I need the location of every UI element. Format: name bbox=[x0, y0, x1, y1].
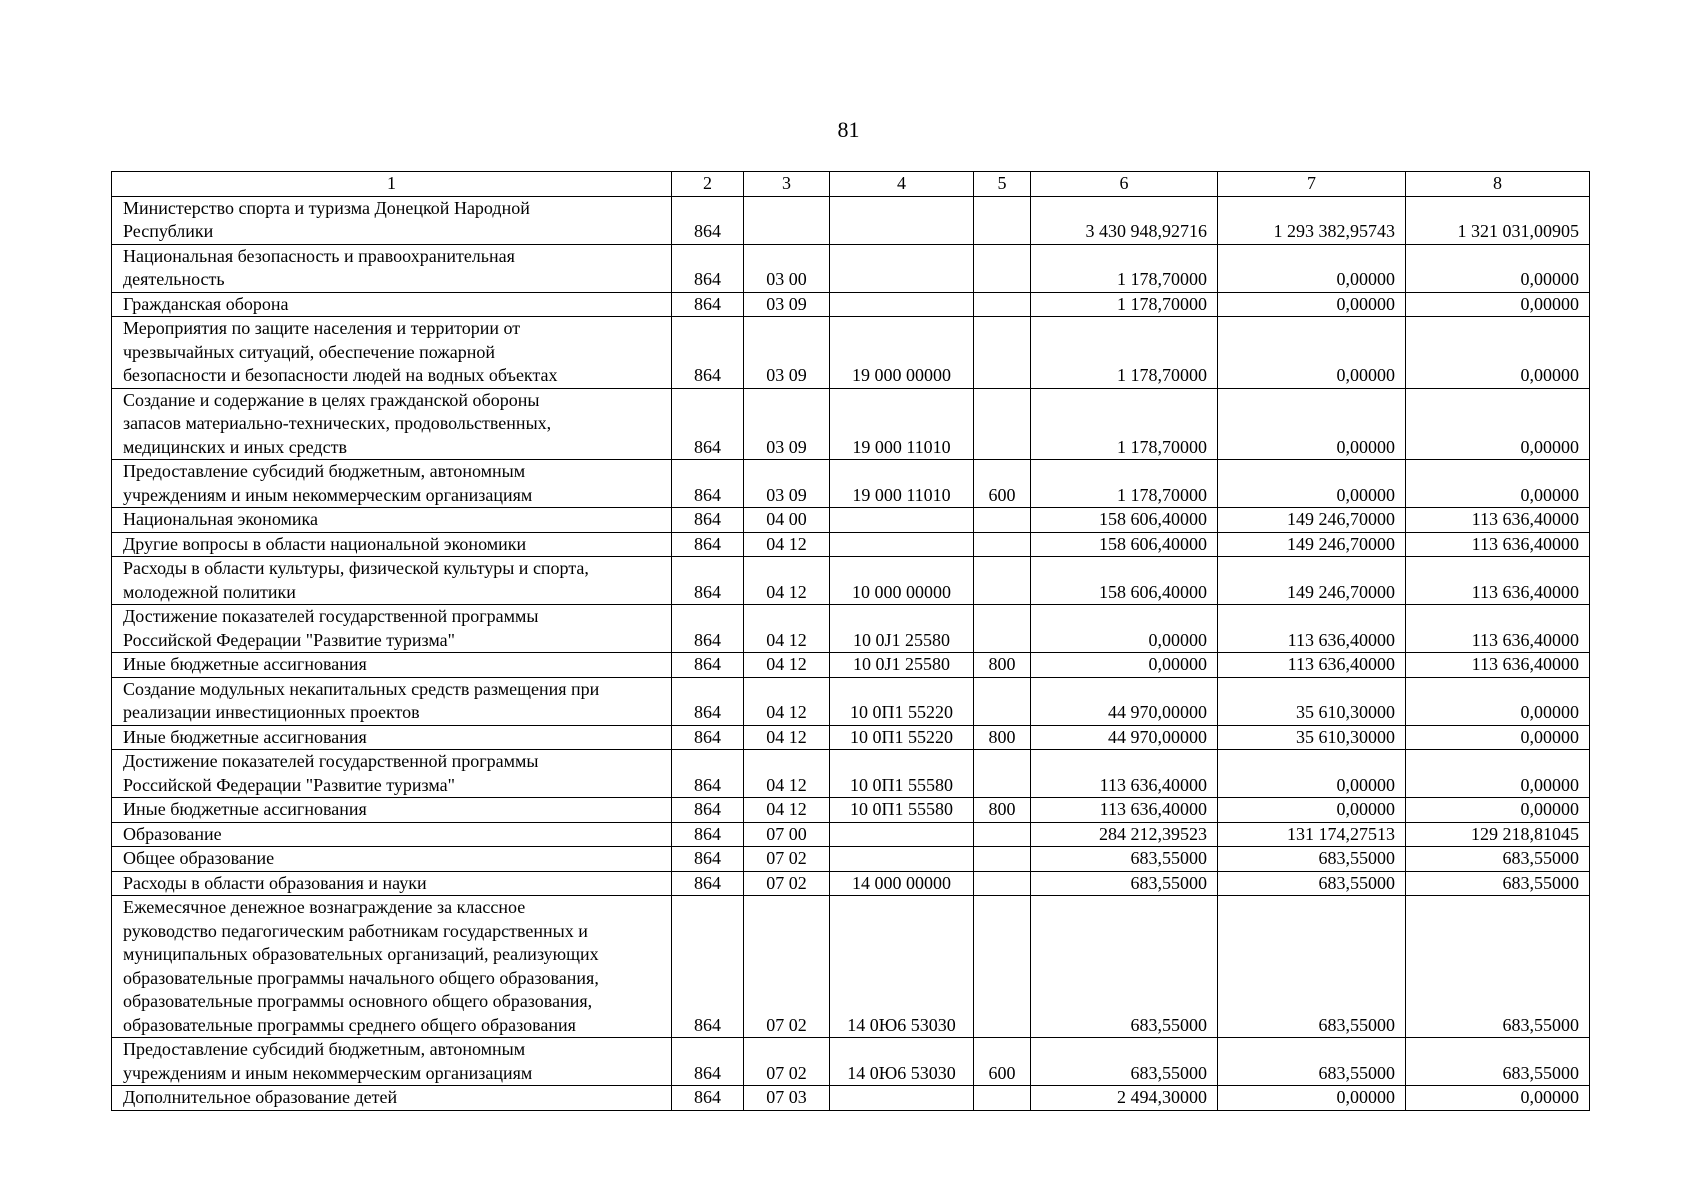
ministry-code: 864 bbox=[672, 896, 744, 1038]
expense-type bbox=[974, 871, 1031, 896]
ministry-code: 864 bbox=[672, 557, 744, 605]
amount-col7: 149 246,70000 bbox=[1218, 508, 1406, 533]
table-row bbox=[112, 871, 1590, 896]
target-article: 19 000 00000 bbox=[830, 317, 974, 389]
target-article: 10 0П1 55220 bbox=[830, 725, 974, 750]
amount-col6: 1 178,70000 bbox=[1031, 244, 1218, 292]
amount-col6: 2 494,30000 bbox=[1031, 1086, 1218, 1111]
section-code: 04 12 bbox=[744, 653, 830, 678]
target-article bbox=[830, 532, 974, 557]
amount-col8: 683,55000 bbox=[1406, 847, 1590, 872]
amount-col8: 0,00000 bbox=[1406, 750, 1590, 798]
amount-col7: 683,55000 bbox=[1218, 847, 1406, 872]
table-row bbox=[112, 1038, 1590, 1086]
target-article: 19 000 11010 bbox=[830, 460, 974, 508]
amount-col7: 683,55000 bbox=[1218, 1038, 1406, 1086]
target-article: 10 0J1 25580 bbox=[830, 605, 974, 653]
section-code: 04 12 bbox=[744, 750, 830, 798]
ministry-code: 864 bbox=[672, 750, 744, 798]
target-article bbox=[830, 292, 974, 317]
target-article: 10 0П1 55580 bbox=[830, 798, 974, 823]
row-name: Достижение показателей государственной программы Российской Федерации "Развитие туризма" bbox=[112, 750, 672, 798]
table-row bbox=[112, 317, 1590, 389]
table-row bbox=[112, 798, 1590, 823]
section-code: 07 02 bbox=[744, 896, 830, 1038]
section-code: 04 12 bbox=[744, 677, 830, 725]
row-name: Национальная экономика bbox=[112, 508, 672, 533]
amount-col6: 1 178,70000 bbox=[1031, 292, 1218, 317]
amount-col7: 0,00000 bbox=[1218, 244, 1406, 292]
row-name: Расходы в области культуры, физической культуры и спорта, молодежной политики bbox=[112, 557, 672, 605]
expense-type bbox=[974, 292, 1031, 317]
target-article bbox=[830, 1086, 974, 1111]
amount-col8: 0,00000 bbox=[1406, 244, 1590, 292]
amount-col8: 0,00000 bbox=[1406, 460, 1590, 508]
amount-col7: 131 174,27513 bbox=[1218, 822, 1406, 847]
ministry-code: 864 bbox=[672, 508, 744, 533]
ministry-code: 864 bbox=[672, 605, 744, 653]
section-code: 04 12 bbox=[744, 725, 830, 750]
row-name: Образование bbox=[112, 822, 672, 847]
amount-col6: 158 606,40000 bbox=[1031, 508, 1218, 533]
row-name: Мероприятия по защите населения и территории от чрезвычайных ситуаций, обеспечение пожарной безопасности и безопасности людей на водных объектах bbox=[112, 317, 672, 389]
column-header: 3 bbox=[744, 172, 830, 197]
amount-col7: 35 610,30000 bbox=[1218, 677, 1406, 725]
ministry-code: 864 bbox=[672, 1038, 744, 1086]
table-row bbox=[112, 508, 1590, 533]
expense-type bbox=[974, 605, 1031, 653]
amount-col7: 0,00000 bbox=[1218, 292, 1406, 317]
column-header: 1 bbox=[112, 172, 672, 197]
amount-col8: 0,00000 bbox=[1406, 725, 1590, 750]
amount-col6: 683,55000 bbox=[1031, 847, 1218, 872]
amount-col8: 0,00000 bbox=[1406, 1086, 1590, 1111]
target-article bbox=[830, 822, 974, 847]
amount-col6: 0,00000 bbox=[1031, 653, 1218, 678]
table-row bbox=[112, 388, 1590, 460]
section-code: 03 09 bbox=[744, 460, 830, 508]
amount-col7: 0,00000 bbox=[1218, 317, 1406, 389]
table-row bbox=[112, 292, 1590, 317]
amount-col8: 113 636,40000 bbox=[1406, 508, 1590, 533]
amount-col6: 113 636,40000 bbox=[1031, 798, 1218, 823]
amount-col6: 0,00000 bbox=[1031, 605, 1218, 653]
amount-col7: 149 246,70000 bbox=[1218, 532, 1406, 557]
section-code: 03 09 bbox=[744, 292, 830, 317]
section-code: 07 02 bbox=[744, 847, 830, 872]
row-name: Расходы в области образования и науки bbox=[112, 871, 672, 896]
amount-col6: 1 178,70000 bbox=[1031, 317, 1218, 389]
table-row bbox=[112, 557, 1590, 605]
expense-type bbox=[974, 557, 1031, 605]
amount-col7: 683,55000 bbox=[1218, 871, 1406, 896]
row-name: Достижение показателей государственной программы Российской Федерации "Развитие туризма" bbox=[112, 605, 672, 653]
amount-col8: 683,55000 bbox=[1406, 1038, 1590, 1086]
expense-type: 600 bbox=[974, 1038, 1031, 1086]
row-name: Создание и содержание в целях гражданской обороны запасов материально-технических, продовольственных, медицинских и иных средств bbox=[112, 388, 672, 460]
section-code: 04 12 bbox=[744, 532, 830, 557]
expense-type bbox=[974, 317, 1031, 389]
target-article: 10 0П1 55580 bbox=[830, 750, 974, 798]
ministry-code: 864 bbox=[672, 388, 744, 460]
ministry-code: 864 bbox=[672, 677, 744, 725]
ministry-code: 864 bbox=[672, 798, 744, 823]
expense-type: 600 bbox=[974, 460, 1031, 508]
section-code: 04 00 bbox=[744, 508, 830, 533]
ministry-code: 864 bbox=[672, 725, 744, 750]
target-article bbox=[830, 847, 974, 872]
section-code: 04 12 bbox=[744, 798, 830, 823]
expense-type: 800 bbox=[974, 653, 1031, 678]
column-header: 8 bbox=[1406, 172, 1590, 197]
amount-col7: 35 610,30000 bbox=[1218, 725, 1406, 750]
amount-col6: 683,55000 bbox=[1031, 1038, 1218, 1086]
amount-col7: 0,00000 bbox=[1218, 798, 1406, 823]
amount-col7: 113 636,40000 bbox=[1218, 605, 1406, 653]
amount-col6: 284 212,39523 bbox=[1031, 822, 1218, 847]
expense-type bbox=[974, 677, 1031, 725]
table-row bbox=[112, 677, 1590, 725]
table-row bbox=[112, 605, 1590, 653]
expense-type bbox=[974, 508, 1031, 533]
amount-col8: 129 218,81045 bbox=[1406, 822, 1590, 847]
amount-col6: 1 178,70000 bbox=[1031, 388, 1218, 460]
section-code: 07 02 bbox=[744, 1038, 830, 1086]
table-row bbox=[112, 196, 1590, 244]
ministry-code: 864 bbox=[672, 653, 744, 678]
amount-col6: 3 430 948,92716 bbox=[1031, 196, 1218, 244]
table-row bbox=[112, 653, 1590, 678]
budget-table bbox=[111, 171, 1590, 1111]
expense-type: 800 bbox=[974, 798, 1031, 823]
row-name: Гражданская оборона bbox=[112, 292, 672, 317]
row-name: Иные бюджетные ассигнования bbox=[112, 798, 672, 823]
amount-col8: 0,00000 bbox=[1406, 677, 1590, 725]
amount-col7: 149 246,70000 bbox=[1218, 557, 1406, 605]
table-row bbox=[112, 822, 1590, 847]
expense-type bbox=[974, 750, 1031, 798]
table-row bbox=[112, 244, 1590, 292]
row-name: Ежемесячное денежное вознаграждение за классное руководство педагогическим работникам государственных и муниципальных образовательных организаций, реализующих образовательные программы начального общего образования, образовательные программы основного общего образования, образовательные программы среднего общего образования bbox=[112, 896, 672, 1038]
amount-col8: 0,00000 bbox=[1406, 292, 1590, 317]
amount-col6: 44 970,00000 bbox=[1031, 677, 1218, 725]
target-article: 14 000 00000 bbox=[830, 871, 974, 896]
table-row bbox=[112, 1086, 1590, 1111]
amount-col6: 158 606,40000 bbox=[1031, 557, 1218, 605]
ministry-code: 864 bbox=[672, 244, 744, 292]
expense-type bbox=[974, 196, 1031, 244]
section-code: 07 00 bbox=[744, 822, 830, 847]
column-header: 2 bbox=[672, 172, 744, 197]
amount-col7: 0,00000 bbox=[1218, 750, 1406, 798]
target-article: 14 0Ю6 53030 bbox=[830, 1038, 974, 1086]
amount-col6: 113 636,40000 bbox=[1031, 750, 1218, 798]
column-header: 7 bbox=[1218, 172, 1406, 197]
amount-col7: 0,00000 bbox=[1218, 460, 1406, 508]
amount-col6: 44 970,00000 bbox=[1031, 725, 1218, 750]
amount-col8: 0,00000 bbox=[1406, 388, 1590, 460]
target-article: 10 0J1 25580 bbox=[830, 653, 974, 678]
target-article: 10 000 00000 bbox=[830, 557, 974, 605]
row-name: Национальная безопасность и правоохранительная деятельность bbox=[112, 244, 672, 292]
ministry-code: 864 bbox=[672, 292, 744, 317]
amount-col7: 1 293 382,95743 bbox=[1218, 196, 1406, 244]
ministry-code: 864 bbox=[672, 871, 744, 896]
amount-col7: 683,55000 bbox=[1218, 896, 1406, 1038]
section-code: 03 00 bbox=[744, 244, 830, 292]
section-code: 04 12 bbox=[744, 605, 830, 653]
amount-col8: 0,00000 bbox=[1406, 317, 1590, 389]
amount-col8: 113 636,40000 bbox=[1406, 557, 1590, 605]
expense-type: 800 bbox=[974, 725, 1031, 750]
row-name: Дополнительное образование детей bbox=[112, 1086, 672, 1111]
ministry-code: 864 bbox=[672, 196, 744, 244]
amount-col7: 113 636,40000 bbox=[1218, 653, 1406, 678]
column-header-row bbox=[112, 172, 1590, 197]
table-row bbox=[112, 847, 1590, 872]
amount-col6: 1 178,70000 bbox=[1031, 460, 1218, 508]
section-code: 07 03 bbox=[744, 1086, 830, 1111]
expense-type bbox=[974, 896, 1031, 1038]
amount-col7: 0,00000 bbox=[1218, 1086, 1406, 1111]
table-row bbox=[112, 896, 1590, 1038]
ministry-code: 864 bbox=[672, 822, 744, 847]
section-code: 07 02 bbox=[744, 871, 830, 896]
expense-type bbox=[974, 847, 1031, 872]
page-number: 81 bbox=[837, 117, 860, 142]
amount-col8: 113 636,40000 bbox=[1406, 605, 1590, 653]
amount-col6: 683,55000 bbox=[1031, 871, 1218, 896]
ministry-code: 864 bbox=[672, 460, 744, 508]
column-header: 6 bbox=[1031, 172, 1218, 197]
target-article bbox=[830, 508, 974, 533]
column-header: 5 bbox=[974, 172, 1031, 197]
amount-col7: 0,00000 bbox=[1218, 388, 1406, 460]
amount-col8: 1 321 031,00905 bbox=[1406, 196, 1590, 244]
table-row bbox=[112, 725, 1590, 750]
expense-type bbox=[974, 532, 1031, 557]
target-article: 14 0Ю6 53030 bbox=[830, 896, 974, 1038]
ministry-code: 864 bbox=[672, 532, 744, 557]
row-name: Создание модульных некапитальных средств размещения при реализации инвестиционных проектов bbox=[112, 677, 672, 725]
amount-col6: 683,55000 bbox=[1031, 896, 1218, 1038]
row-name: Предоставление субсидий бюджетным, автономным учреждениям и иным некоммерческим организациям bbox=[112, 1038, 672, 1086]
row-name: Предоставление субсидий бюджетным, автономным учреждениям и иным некоммерческим организациям bbox=[112, 460, 672, 508]
amount-col8: 0,00000 bbox=[1406, 798, 1590, 823]
ministry-code: 864 bbox=[672, 1086, 744, 1111]
table-row bbox=[112, 750, 1590, 798]
target-article: 10 0П1 55220 bbox=[830, 677, 974, 725]
amount-col6: 158 606,40000 bbox=[1031, 532, 1218, 557]
target-article bbox=[830, 244, 974, 292]
ministry-code: 864 bbox=[672, 847, 744, 872]
target-article: 19 000 11010 bbox=[830, 388, 974, 460]
expense-type bbox=[974, 388, 1031, 460]
expense-type bbox=[974, 244, 1031, 292]
row-name: Иные бюджетные ассигнования bbox=[112, 653, 672, 678]
row-name: Иные бюджетные ассигнования bbox=[112, 725, 672, 750]
column-header: 4 bbox=[830, 172, 974, 197]
expense-type bbox=[974, 1086, 1031, 1111]
expense-type bbox=[974, 822, 1031, 847]
section-code: 03 09 bbox=[744, 388, 830, 460]
amount-col8: 683,55000 bbox=[1406, 896, 1590, 1038]
section-code bbox=[744, 196, 830, 244]
row-name: Другие вопросы в области национальной экономики bbox=[112, 532, 672, 557]
table-row bbox=[112, 532, 1590, 557]
section-code: 04 12 bbox=[744, 557, 830, 605]
amount-col8: 113 636,40000 bbox=[1406, 653, 1590, 678]
amount-col8: 683,55000 bbox=[1406, 871, 1590, 896]
target-article bbox=[830, 196, 974, 244]
row-name: Общее образование bbox=[112, 847, 672, 872]
ministry-code: 864 bbox=[672, 317, 744, 389]
amount-col8: 113 636,40000 bbox=[1406, 532, 1590, 557]
table-row bbox=[112, 460, 1590, 508]
section-code: 03 09 bbox=[744, 317, 830, 389]
row-name: Министерство спорта и туризма Донецкой Народной Республики bbox=[112, 196, 672, 244]
